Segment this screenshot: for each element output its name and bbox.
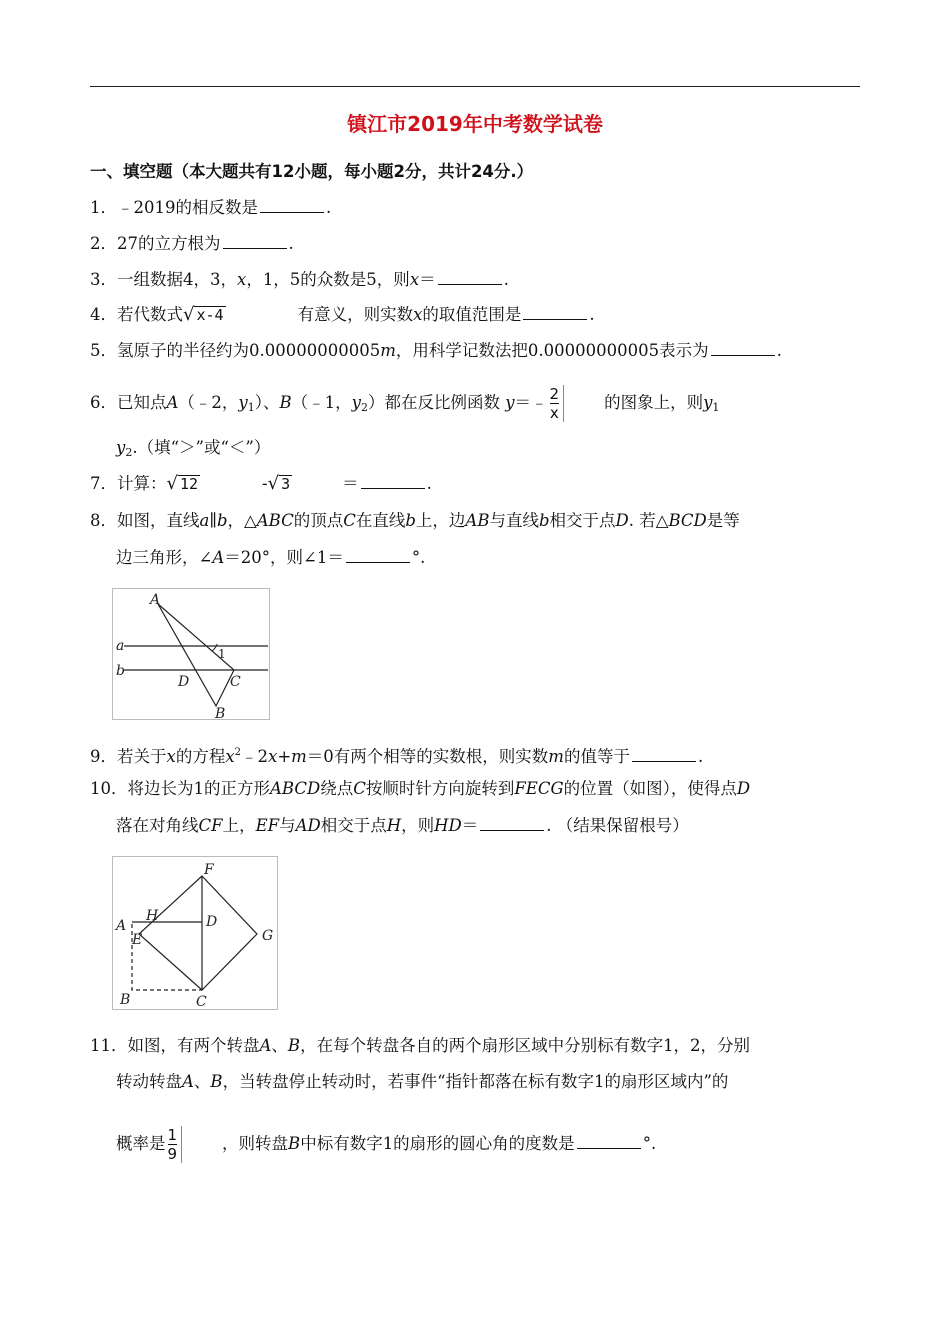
radical-sign: √ (183, 304, 195, 325)
label-b: b (116, 663, 125, 679)
question-10: 10．将边长为1的正方形ABCD绕点C按顺时针方向旋转到FECG的位置（如图），使得点D (90, 779, 751, 798)
question-5: 5．氢原子的半径约为0.00000000005m，用科学记数法把0.00000000005表示为 . (90, 341, 782, 360)
label-D: D (206, 914, 218, 930)
label-H: H (146, 908, 159, 924)
answer-blank[interactable] (480, 815, 544, 831)
question-10-cont: 落在对角线CF上，EF与AD相交于点H，则HD＝ . （结果保留根号） (116, 816, 689, 835)
figure-frame (113, 589, 270, 720)
label-A: A (150, 592, 161, 608)
label-G: G (262, 928, 274, 944)
label-C: C (196, 994, 207, 1010)
radical-sign: √ (166, 473, 178, 494)
label-a: a (116, 638, 125, 654)
answer-blank[interactable] (711, 340, 775, 356)
radical-sign: √ (267, 473, 280, 494)
question-9: 9．若关于x的方程$x^2﹣2x+m=0$有两个相等的实数根，则实数m的值等于 . (90, 747, 704, 766)
answer-blank[interactable] (223, 233, 287, 249)
figure-parallel-lines (112, 588, 272, 722)
label-F: F (204, 862, 214, 878)
angle-1-arc (212, 644, 217, 651)
question-6: 6．已知点A（﹣2，$y_1$）、B（﹣1，$y_2$）都在反比例函数 y＝﹣ $\frac{2}{x}$ 的图象上，则$y_1$ (90, 385, 720, 422)
answer-blank[interactable] (632, 746, 696, 762)
question-4: 4．若代数式√ x-4 有意义，则实数x的取值范围是 . (90, 304, 595, 325)
label-B: B (120, 992, 131, 1008)
answer-blank[interactable] (523, 304, 587, 320)
answer-blank[interactable] (260, 197, 324, 213)
label-B: B (215, 706, 226, 722)
question-11: 11．如图，有两个转盘A、B，在每个转盘各自的两个扇形区域中分别标有数字1，2，分别 (90, 1036, 751, 1055)
question-1: 1．﹣2019的相反数是 . (90, 198, 332, 217)
square-fecg (139, 876, 257, 990)
radicand: x-4 (196, 306, 224, 324)
answer-blank[interactable] (438, 269, 502, 285)
label-C: C (230, 674, 241, 690)
label-A: A (116, 918, 127, 934)
question-8-cont: 边三角形，∠A＝20°，则∠1＝ °. (116, 548, 426, 567)
label-E: E (132, 932, 143, 948)
answer-blank[interactable] (577, 1133, 641, 1149)
section-heading: 一、填空题（本大题共有12小题，每小题2分，共计24分.） (90, 162, 534, 181)
page-title: 镇江市2019年中考数学试卷 (347, 112, 603, 136)
answer-blank[interactable] (346, 547, 410, 563)
question-8: 8．如图，直线a∥b，△ABC的顶点C在直线b上，边AB与直线b相交于点D. 若△BCD是等 (90, 511, 740, 530)
question-3: 3．一组数据4，3，x，1，5的众数是5，则x＝ . (90, 270, 509, 289)
question-2: 2．27的立方根为 . (90, 234, 294, 253)
figure-rotated-square (112, 856, 280, 1012)
question-11-cont2: 概率是 $\frac{1}{9}$ ，则转盘B中标有数字1的扇形的圆心角的度数是 °. (116, 1126, 657, 1163)
label-1: 1 (218, 647, 226, 661)
fraction: $\frac{1}{9}$ (166, 1126, 183, 1163)
question-6-cont: $y_2$.（填“＞”或“＜”） (116, 438, 271, 459)
label-D: D (178, 674, 190, 690)
question-11-cont: 转动转盘A、B，当转盘停止转动时，若事件“指针都落在标有数字1的扇形区域内”的 (116, 1072, 729, 1091)
question-7: 7．计算：√ 12 -√ 3 ＝ . (90, 473, 432, 494)
answer-blank[interactable] (361, 473, 425, 489)
fraction: $\frac{2}{x}$ (548, 385, 565, 422)
top-rule (90, 86, 860, 87)
